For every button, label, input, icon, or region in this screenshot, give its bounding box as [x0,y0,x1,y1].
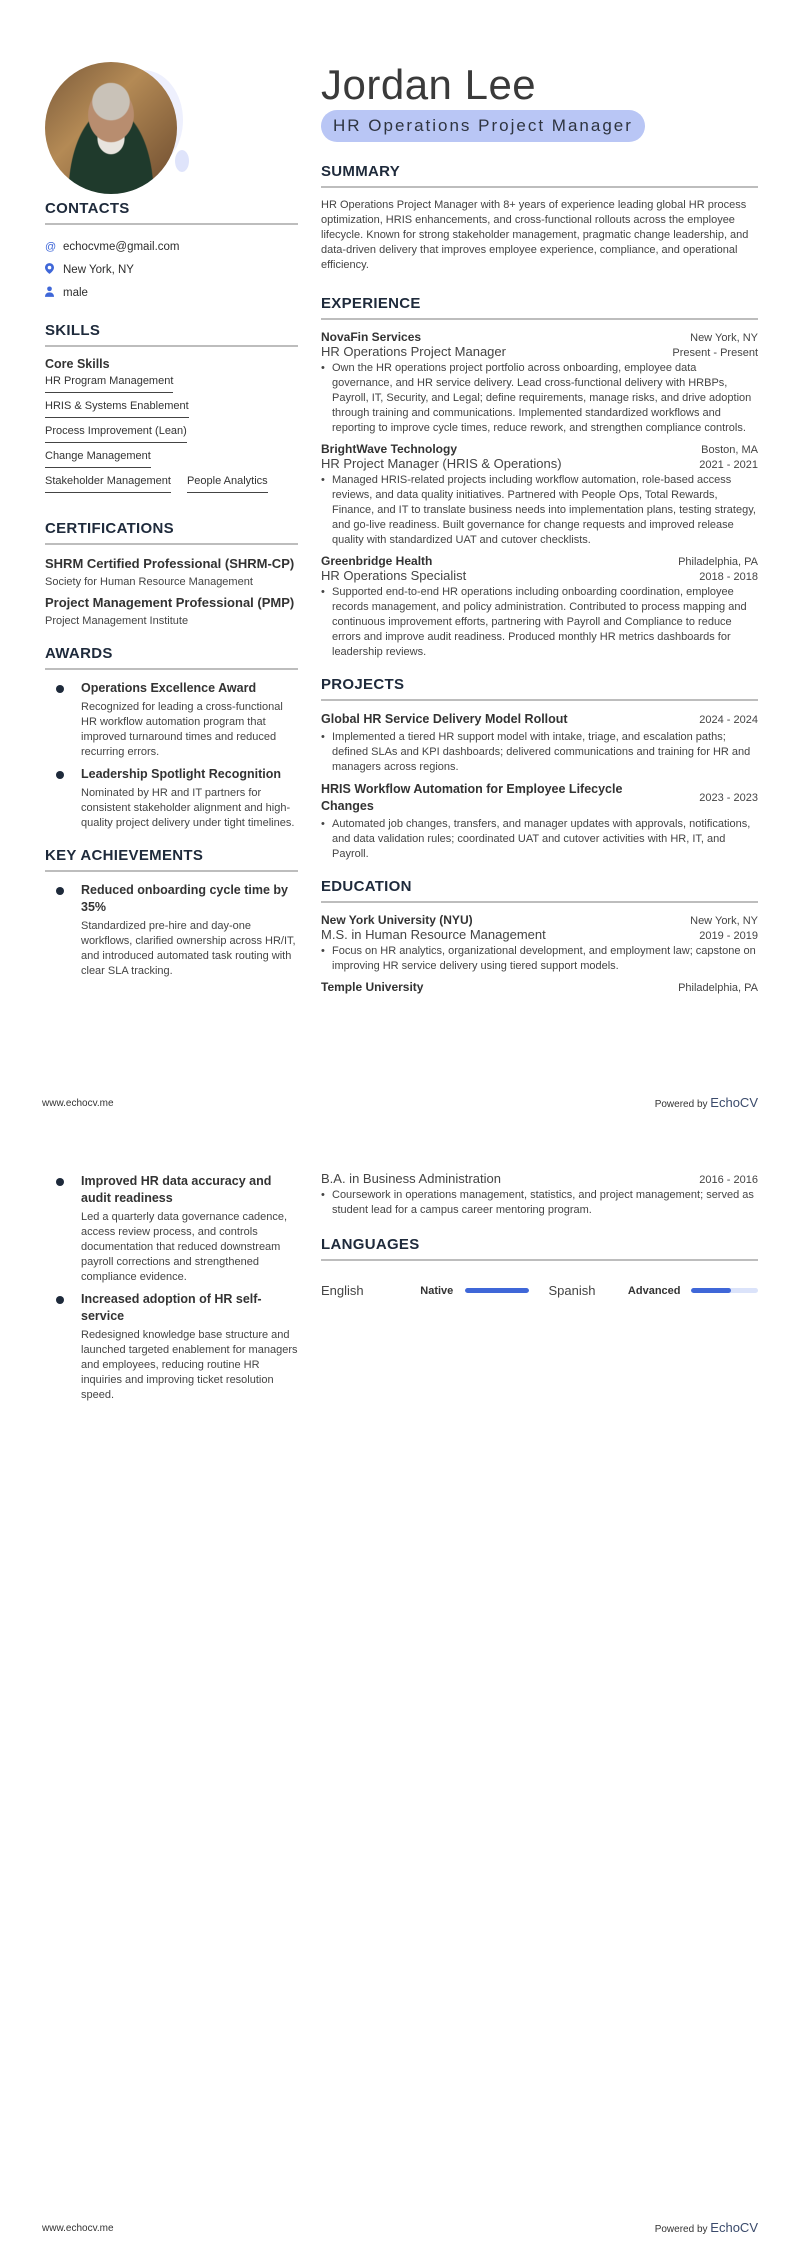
company-name: Greenbridge Health [321,554,433,568]
candidate-name: Jordan Lee [321,61,537,108]
avatar [45,62,177,194]
job-role: HR Project Manager (HRIS & Operations) [321,456,562,471]
experience-entry [321,554,758,660]
skill-item: Process Improvement (Lean) [45,425,187,443]
right-column-continued [321,1171,758,1298]
achievement-description: Led a quarterly data governance cadence, access review process, and controls documentation that reduced downstream payroll corrections and strengthened compliance evidence. [81,1211,288,1283]
certification-title: Project Management Professional (PMP) [45,595,295,610]
footer-powered-by [655,2220,758,2235]
project-description: • Implemented a tiered HR support model with intake, triage, and escalation paths; defined SLAs and KPI dashboards; delivered communications and training for HR and managers across regions. [321,730,758,775]
bullet-dot-icon [56,771,64,779]
bullet-dot-icon [56,1178,64,1186]
experience-heading: EXPERIENCE [321,295,758,320]
language-name: Spanish [548,1283,596,1298]
award-description: Nominated by HR and IT partners for consistent stakeholder alignment and high-quality project delivery under tight timelines. [81,787,295,829]
project-title: Global HR Service Delivery Model Rollout [321,712,568,726]
education-dates: 2019 - 2019 [699,930,758,942]
project-entry [321,711,758,775]
skills-list [45,375,298,500]
award-item [45,680,298,760]
skill-item: Change Management [45,450,151,468]
projects-heading: PROJECTS [321,676,758,701]
contacts-section [45,200,298,304]
project-dates: 2023 - 2023 [699,792,758,804]
company-location: Boston, MA [701,444,758,456]
school-location: Philadelphia, PA [678,982,758,994]
award-title: Leadership Spotlight Recognition [81,767,281,781]
skills-heading: SKILLS [45,322,298,347]
skill-item: HR Program Management [45,375,173,393]
certification-issuer: Society for Human Resource Management [45,576,253,588]
right-column [321,163,758,994]
job-description: • Own the HR operations project portfolio across onboarding, employee data governance, and HR service delivery. Lead cross-functional delivery with HRBPs, Payroll, IT, Security, and Legal; define requirements, manage risks, and drive adoption through training and communications. Implemented standardized workflows and reporting to improve cycle times, reduce rework, and strengthen compliance controls. [321,361,758,436]
project-title: HRIS Workflow Automation for Employee Lifecycle Changes [321,782,623,813]
brand-logo: EchoCV [710,2220,758,2235]
achievement-title: Improved HR data accuracy and audit readiness [81,1174,272,1205]
award-description: Recognized for leading a cross-functional HR workflow automation program that improved turnaround times and reduced recurring errors. [81,701,283,758]
left-column-continued [45,1173,298,1409]
achievements-section [45,847,298,979]
language-name: English [321,1283,364,1298]
powered-by-text: Powered by [654,2224,711,2235]
award-item [45,766,298,831]
contact-email [45,235,298,258]
skill-item: People Analytics [187,475,268,493]
skills-section [45,322,298,500]
job-title-badge: HR Operations Project Manager [321,110,645,142]
skill-item: HRIS & Systems Enablement [45,400,189,418]
powered-by-text: Powered by [654,1099,711,1110]
certification-issuer: Project Management Institute [45,615,189,627]
bullet-dot-icon [56,685,64,693]
language-level: Advanced [627,1284,681,1297]
company-location: Philadelphia, PA [678,556,758,568]
achievement-description: Standardized pre-hire and day-one workflows, clarified ownership across HR/IT, and introduced automated task routing with clear SLA tracking. [81,920,296,977]
education-section [321,878,758,994]
project-dates: 2024 - 2024 [699,713,758,726]
job-description: • Supported end-to-end HR operations including onboarding coordination, employee records management, and policy administration. Contributed to process mapping and continuous improvement efforts, partnering with Payroll and Compliance to reduce errors and improve audit readiness. Produced monthly HR metrics dashboards for leadership reviews. [321,585,758,660]
language-proficiency-bar [691,1288,758,1293]
left-column [45,200,298,985]
job-role: HR Operations Project Manager [321,344,506,359]
achievements-heading: KEY ACHIEVEMENTS [45,847,298,872]
summary-section [321,163,758,273]
languages-list [321,1283,758,1298]
achievement-item [45,1173,298,1285]
achievement-item [45,1291,298,1403]
brand-logo: EchoCV [710,1095,758,1110]
person-icon [45,286,63,300]
contact-location [45,258,298,281]
company-name: BrightWave Technology [321,442,458,456]
profile-photo-area [45,62,185,202]
contact-gender [45,281,298,304]
award-title: Operations Excellence Award [81,681,257,695]
education-entry [321,913,758,974]
education-dates: 2016 - 2016 [699,1174,758,1186]
skill-item: Stakeholder Management [45,475,171,493]
bullet-dot-icon [56,887,64,895]
school-name: Temple University [321,980,424,994]
certifications-section [45,520,298,627]
certification-title: SHRM Certified Professional (SHRM-CP) [45,556,295,571]
summary-text: HR Operations Project Manager with 8+ years of experience leading global HR process optimization, HRIS enhancements, and cross-functional rollouts across the employee lifecycle. Known for strong stakeholder management, pragmatic change leadership, and data-driven delivery that improves employee experience, compliance, and operational efficiency. [321,199,749,271]
education-entry-continued [321,1171,758,1218]
school-name: New York University (NYU) [321,913,473,927]
at-icon: @ [45,240,57,253]
job-dates: 2018 - 2018 [699,571,758,583]
contact-email-text: echocvme@gmail.com [63,240,180,253]
footer-powered-by [655,1095,758,1110]
achievement-title: Increased adoption of HR self-service [81,1292,262,1323]
experience-entry [321,442,758,548]
degree: M.S. in Human Resource Management [321,927,546,942]
education-description: • Coursework in operations management, statistics, and project management; served as student lead for a campus career mentoring program. [321,1188,758,1218]
achievement-item [45,882,298,979]
job-dates: 2021 - 2021 [699,459,758,471]
company-location: New York, NY [690,332,758,344]
decorative-blob-small [175,150,189,172]
skills-group-title: Core Skills [45,357,110,371]
job-dates: Present - Present [672,347,758,359]
education-entry-header [321,980,758,994]
certifications-heading: CERTIFICATIONS [45,520,298,545]
education-heading: EDUCATION [321,878,758,903]
footer-site-link[interactable]: www.echocv.me [42,2223,114,2234]
job-description: • Managed HRIS-related projects including workflow automation, role-based access reviews, and data quality initiatives. Partnered with People Ops, Total Rewards, Finance, and IT to translate business needs into implementation plans, testing strategy, and go-live readiness. Built governance for change requests and improved release quality with standardized UAT and cutover checklists. [321,473,758,548]
awards-section [45,645,298,831]
education-description: • Focus on HR analytics, organizational development, and employment law; capstone on improving HR service delivery using tiered support models. [321,944,758,974]
languages-section [321,1236,758,1298]
achievement-description: Redesigned knowledge base structure and launched targeted enablement for managers and employees, reducing routine HR inquiries and improving ticket resolution speed. [81,1329,298,1401]
school-location: New York, NY [690,915,758,927]
language-proficiency-bar [465,1288,529,1293]
contact-gender-text: male [63,286,88,299]
languages-heading: LANGUAGES [321,1236,758,1261]
project-entry [321,781,758,862]
experience-section [321,295,758,660]
bullet-dot-icon [56,1296,64,1304]
location-pin-icon [45,263,63,277]
job-role: HR Operations Specialist [321,568,467,583]
awards-heading: AWARDS [45,645,298,670]
company-name: NovaFin Services [321,330,422,344]
contact-location-text: New York, NY [63,263,134,276]
language-level: Native [420,1284,454,1297]
contacts-heading: CONTACTS [45,200,298,225]
degree: B.A. in Business Administration [321,1171,501,1186]
resume-page-2 [0,1123,794,2246]
project-description: • Automated job changes, transfers, and manager updates with approvals, notifications, and data validation rules; coordinated UAT and cutover activities with HR, IT, and Payroll. [321,817,758,862]
summary-heading: SUMMARY [321,163,758,188]
achievement-title: Reduced onboarding cycle time by 35% [81,883,288,914]
footer-site-link[interactable]: www.echocv.me [42,1098,114,1109]
projects-section [321,676,758,862]
experience-entry [321,330,758,436]
